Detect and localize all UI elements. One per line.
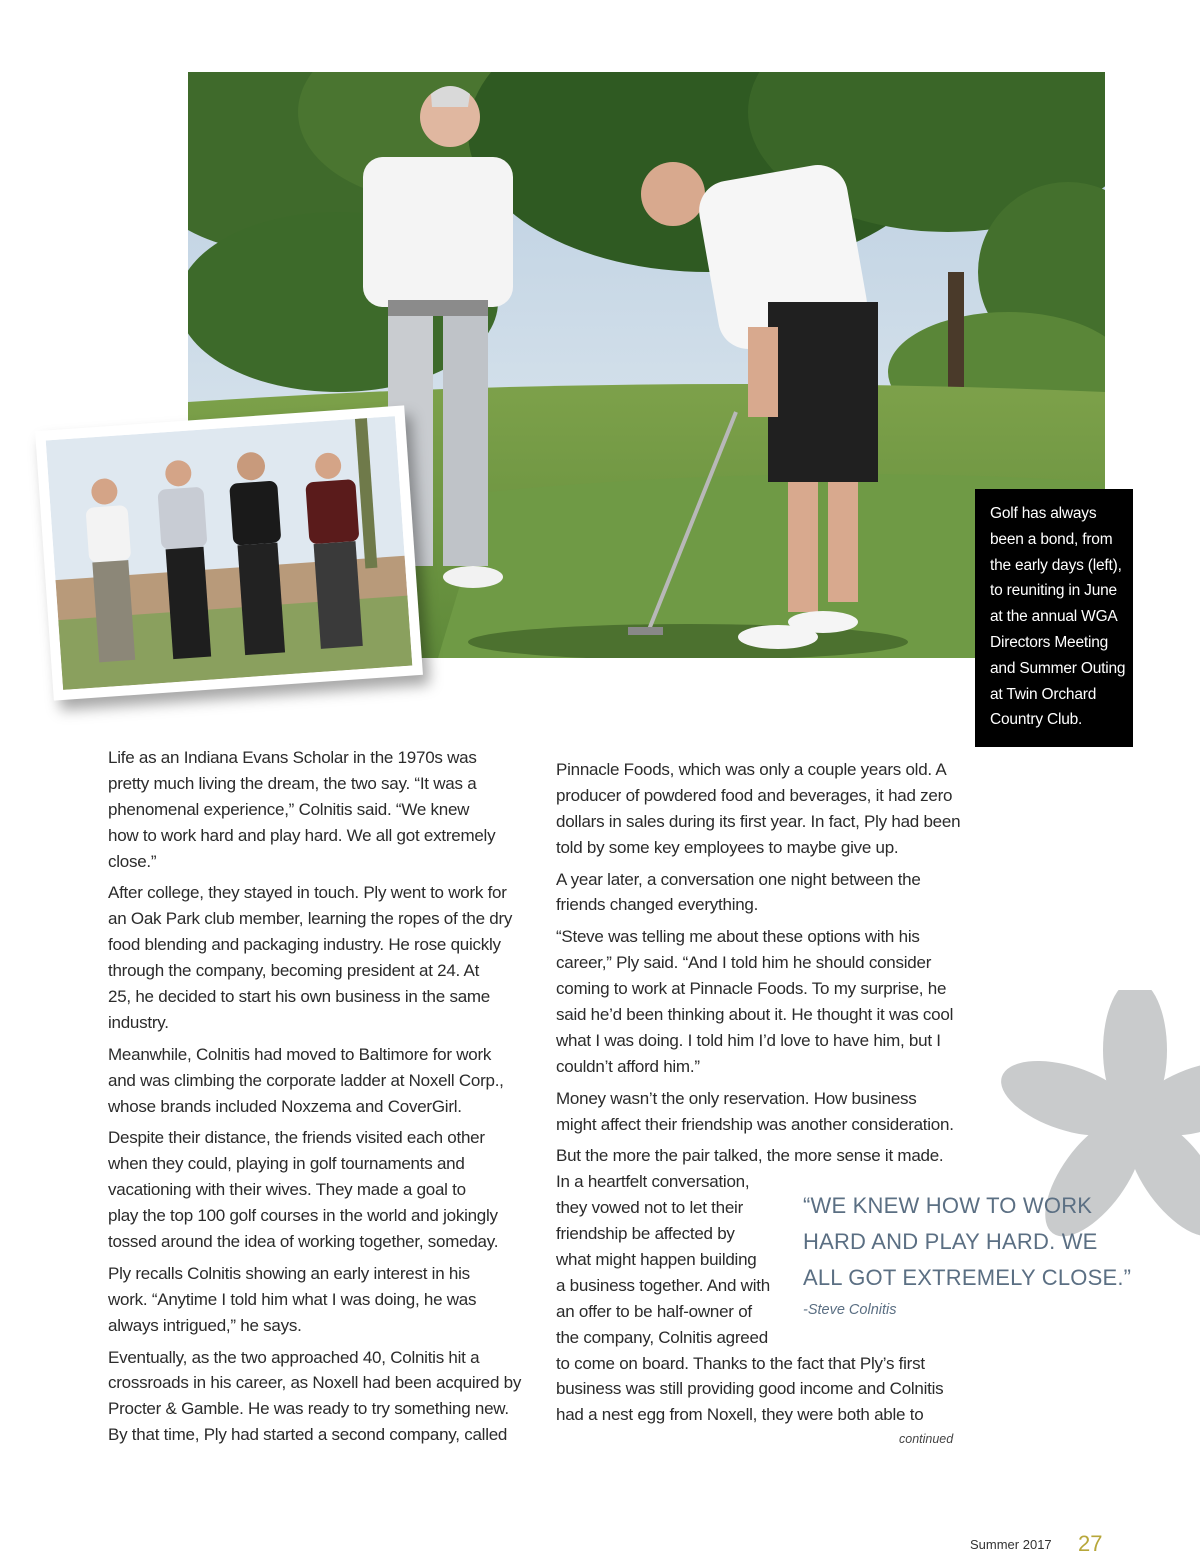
text-line: crossroads in his career, as Noxell had been acquired by <box>108 1373 522 1393</box>
caption-line: the early days (left), <box>990 556 1122 574</box>
text-line: a business together. And with <box>556 1275 770 1295</box>
text-line: By that time, Ply had started a second company, called <box>108 1425 508 1445</box>
photo-caption <box>975 489 1133 747</box>
text-line: business was still providing good income and Colnitis <box>556 1379 944 1399</box>
text-line: they vowed not to let their <box>556 1198 743 1218</box>
text-line: Despite their distance, the friends visited each other <box>108 1128 485 1148</box>
text-line: whose brands included Noxzema and CoverGirl. <box>108 1096 462 1116</box>
text-line: what might happen building <box>556 1250 757 1270</box>
paragraph <box>556 757 966 861</box>
text-line: vacationing with their wives. They made a goal to <box>108 1180 466 1200</box>
pull-quote-line: “WE KNEW HOW TO WORK <box>803 1193 1093 1218</box>
text-line: But the more the pair talked, the more sense it made. <box>556 1146 944 1166</box>
text-line: Procter & Gamble. He was ready to try something new. <box>108 1399 509 1419</box>
paragraph <box>108 1125 518 1254</box>
text-line: Meanwhile, Colnitis had moved to Baltimore for work <box>108 1044 492 1064</box>
text-line: how to work hard and play hard. We all got extremely <box>108 825 496 845</box>
text-line: Ply recalls Colnitis showing an early interest in his <box>108 1263 470 1283</box>
text-line: After college, they stayed in touch. Ply went to work for <box>108 883 507 903</box>
text-line: might affect their friendship was another consideration. <box>556 1114 954 1134</box>
pull-quote-line: ALL GOT EXTREMELY CLOSE.” <box>803 1265 1132 1290</box>
issue-season: Summer 2017 <box>970 1537 1052 1552</box>
text-line: through the company, becoming president at 24. At <box>108 961 480 981</box>
paragraph <box>556 867 966 919</box>
caption-line: to reuniting in June <box>990 582 1117 600</box>
text-line: A year later, a conversation one night between the <box>556 869 921 889</box>
continued-label: continued <box>899 1432 954 1446</box>
text-line: friendship be affected by <box>556 1224 735 1244</box>
paragraph <box>108 1261 518 1339</box>
text-line: close.” <box>108 851 157 871</box>
text-line: the company, Colnitis agreed <box>556 1327 768 1347</box>
paragraph <box>108 880 518 1035</box>
paragraph <box>108 1345 522 1449</box>
text-line: an Oak Park club member, learning the ropes of the dry <box>108 909 513 929</box>
text-line: what I was doing. I told him I’d love to have him, but I <box>556 1030 941 1050</box>
caption-line: Golf has always <box>990 505 1097 522</box>
text-line: always intrigued,” he says. <box>108 1315 302 1335</box>
text-line: coming to work at Pinnacle Foods. To my surprise, he <box>556 979 947 999</box>
text-line: when they could, playing in golf tournaments and <box>108 1154 465 1174</box>
text-line: food blending and packaging industry. He rose quickly <box>108 935 501 955</box>
text-line: Pinnacle Foods, which was only a couple years old. A <box>556 760 947 779</box>
caption-line: Directors Meeting <box>990 633 1109 651</box>
text-line: to come on board. Thanks to the fact that Ply’s first <box>556 1353 925 1373</box>
text-line: 25, he decided to start his own business in the same <box>108 987 491 1007</box>
text-line: career,” Ply said. “And I told him he should consider <box>556 953 932 973</box>
caption-line: Country Club. <box>990 711 1083 729</box>
text-line: play the top 100 golf courses in the world and jokingly <box>108 1206 498 1226</box>
text-line: and was climbing the corporate ladder at Noxell Corp., <box>108 1070 504 1090</box>
text-line: industry. <box>108 1012 169 1032</box>
article-right-column <box>556 757 966 1434</box>
pull-quote-attribution: -Steve Colnitis <box>803 1302 897 1318</box>
text-line: pretty much living the dream, the two say. “It was a <box>108 773 477 793</box>
text-line: Life as an Indiana Evans Scholar in the 1970s was <box>108 748 477 767</box>
text-line: phenomenal experience,” Colnitis said. “We knew <box>108 799 470 819</box>
text-line: told by some key employees to maybe give up. <box>556 837 899 857</box>
text-line: friends changed everything. <box>556 895 759 915</box>
caption-line: at the annual WGA <box>990 608 1118 626</box>
paragraph <box>556 1086 966 1138</box>
text-line: “Steve was telling me about these options with his <box>556 927 920 947</box>
caption-line: and Summer Outing <box>990 659 1126 677</box>
text-line: had a nest egg from Noxell, they were both able to <box>556 1405 924 1425</box>
text-line: work. “Anytime I told him what I was doing, he was <box>108 1289 477 1309</box>
text-line: couldn’t afford him.” <box>556 1056 700 1076</box>
text-line: Eventually, as the two approached 40, Colnitis hit a <box>108 1347 480 1367</box>
caption-line: been a bond, from <box>990 530 1113 548</box>
text-line: said he’d been thinking about it. He thought it was cool <box>556 1005 954 1025</box>
pull-quote-line: HARD AND PLAY HARD. WE <box>803 1229 1098 1254</box>
text-line: Money wasn’t the only reservation. How business <box>556 1088 917 1108</box>
text-line: tossed around the idea of working together, someday. <box>108 1232 499 1252</box>
caption-line: at Twin Orchard <box>990 685 1097 703</box>
page-number: 27 <box>1078 1531 1103 1556</box>
text-line: producer of powdered food and beverages, it had zero <box>556 785 953 805</box>
early-days-snapshot <box>35 405 423 700</box>
article-left-column <box>108 745 522 1454</box>
pull-quote <box>803 1188 1132 1318</box>
text-line: an offer to be half-owner of <box>556 1301 752 1321</box>
text-line: In a heartfelt conversation, <box>556 1172 750 1192</box>
paragraph <box>108 745 518 874</box>
paragraph <box>108 1042 518 1120</box>
text-line: dollars in sales during its first year. In fact, Ply had been <box>556 811 961 831</box>
paragraph <box>556 924 966 1079</box>
